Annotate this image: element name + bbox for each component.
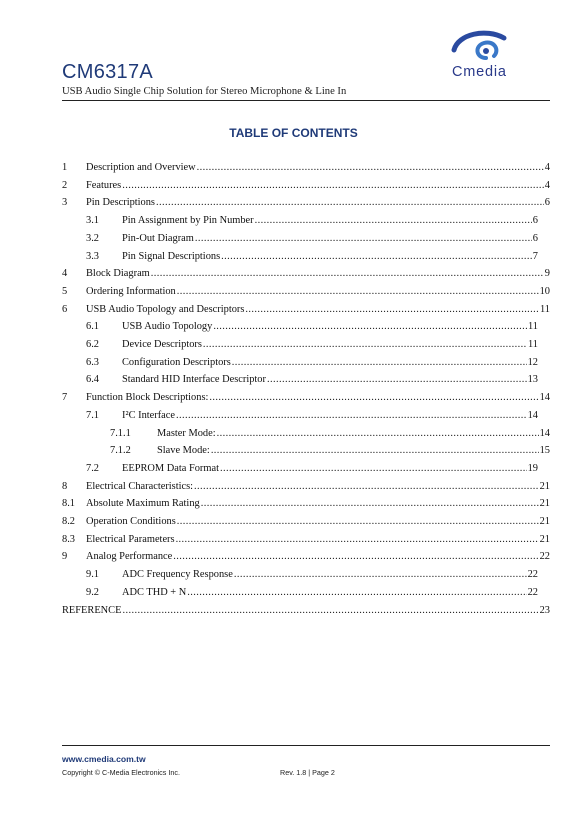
toc-leader-dots	[173, 550, 538, 564]
toc-leader-dots	[122, 604, 538, 618]
toc-entry-number: 6.3	[86, 356, 99, 368]
toc-entry-title: ADC THD + N	[122, 586, 187, 598]
toc-entry[interactable]	[86, 373, 538, 387]
toc-entry-page: 6	[544, 197, 550, 209]
toc-leader-dots	[221, 250, 532, 264]
toc-entry-number: 6.2	[86, 339, 99, 350]
toc-entry-page: 22	[527, 586, 538, 598]
toc-leader-dots	[245, 303, 539, 317]
toc-entry-page: 6	[532, 215, 538, 227]
toc-entry-number: 7.1	[86, 409, 99, 421]
toc-entry-number: 9.2	[86, 586, 99, 598]
toc-entry[interactable]	[62, 497, 550, 511]
toc-entry-number: 5	[62, 285, 68, 297]
toc-leader-dots	[194, 480, 539, 494]
toc-entry-title: Absolute Maximum Rating	[86, 498, 200, 510]
toc-entry-title: Function Block Descriptions:	[86, 392, 209, 404]
footer-divider	[62, 745, 550, 746]
toc-entry[interactable]	[62, 480, 550, 494]
toc-entry-page: 21	[539, 498, 550, 510]
toc-entry-page: 4	[544, 179, 550, 191]
toc-entry[interactable]	[110, 427, 550, 441]
toc-leader-dots	[234, 568, 527, 582]
toc-entry-page: 14	[539, 392, 550, 404]
toc-entry-page: 15	[539, 445, 550, 457]
toc-entry-number: 6.4	[86, 374, 99, 386]
toc-leader-dots	[151, 267, 544, 281]
toc-entry[interactable]	[86, 409, 538, 423]
toc-entry-number: 7.2	[86, 462, 99, 474]
header-divider	[62, 100, 550, 101]
toc-leader-dots	[187, 586, 526, 600]
toc-entry-title: Electrical Characteristics:	[86, 480, 194, 492]
toc-entry-page: 22	[539, 551, 550, 563]
footer-url-link[interactable]: www.cmedia.com.tw	[62, 754, 146, 764]
toc-entry-title: REFERENCE	[62, 604, 122, 616]
toc-entry[interactable]	[62, 267, 550, 281]
document-title: CM6317A	[62, 61, 154, 83]
toc-entry-title: USB Audio Topology	[122, 321, 213, 333]
toc-leader-dots	[197, 161, 544, 175]
toc-entry-title: Electrical Parameters	[86, 533, 175, 545]
toc-entry-number: 3.2	[86, 232, 99, 244]
toc-entry[interactable]	[62, 161, 550, 175]
toc-entry[interactable]	[62, 550, 550, 564]
toc-entry-title: Device Descriptors	[122, 339, 202, 350]
toc-entry-title: Slave Mode:	[157, 445, 210, 457]
toc-leader-dots	[220, 462, 527, 476]
toc-entry-page: 21	[539, 533, 550, 545]
toc-entry-number: 9.1	[86, 569, 99, 581]
toc-entry-page: 11	[539, 303, 550, 315]
toc-leader-dots	[209, 391, 538, 405]
toc-entry-title: I²C Interface	[122, 409, 176, 421]
toc-entry[interactable]	[86, 568, 538, 582]
toc-leader-dots	[255, 214, 532, 228]
toc-entry-page: 21	[539, 480, 550, 492]
toc-entry-page: 13	[527, 374, 538, 386]
toc-leader-dots	[156, 196, 544, 210]
toc-entry-page: 6	[532, 232, 538, 244]
toc-entry-page: 11	[527, 339, 538, 350]
toc-entry-page: 9	[544, 268, 550, 280]
toc-entry-page: 14	[539, 427, 550, 439]
toc-entry-number: 6.1	[86, 321, 99, 333]
toc-entry[interactable]	[110, 444, 550, 458]
toc-entry-page: 7	[532, 250, 538, 262]
toc-leader-dots	[177, 515, 539, 529]
toc-entry-number: 8	[62, 480, 68, 492]
toc-leader-dots	[217, 427, 539, 441]
toc-entry-title: Standard HID Interface Descriptor	[122, 374, 266, 386]
toc-entry-title: Master Mode:	[157, 427, 216, 439]
toc-leader-dots	[203, 338, 527, 352]
toc-heading: TABLE OF CONTENTS	[229, 126, 358, 140]
toc-entry-number: 7.1.2	[110, 445, 131, 457]
toc-entry[interactable]	[86, 320, 538, 334]
footer-revision: Rev. 1.8 | Page 2	[280, 768, 335, 777]
toc-leader-dots	[176, 409, 527, 423]
footer-copyright: Copyright © C-Media Electronics Inc.	[62, 768, 180, 777]
toc-entry-number: 8.3	[62, 533, 75, 545]
toc-entry-page: 11	[527, 321, 538, 333]
toc-entry-title: Configuration Descriptors	[122, 356, 231, 368]
toc-leader-dots	[211, 444, 539, 458]
toc-entry-number: 6	[62, 303, 68, 315]
toc-leader-dots	[232, 356, 527, 370]
toc-entry-title: Pin Descriptions	[86, 197, 155, 209]
toc-entry-number: 2	[62, 179, 68, 191]
toc-entry[interactable]	[62, 604, 550, 618]
logo-wordmark: Cmedia	[452, 64, 507, 80]
toc-leader-dots	[267, 373, 527, 387]
toc-entry-title: Features	[86, 179, 122, 191]
toc-entry-number: 3.1	[86, 215, 99, 227]
toc-leader-dots	[201, 497, 539, 511]
toc-entry[interactable]	[86, 462, 538, 476]
toc-entry-number: 8.2	[62, 516, 75, 527]
toc-entry[interactable]	[62, 391, 550, 405]
toc-entry-title: ADC Frequency Response	[122, 569, 233, 581]
toc-entry-page: 14	[527, 409, 538, 421]
toc-entry-number: 3	[62, 197, 68, 209]
toc-entry[interactable]	[62, 285, 550, 299]
toc-entry-number: 4	[62, 268, 68, 280]
toc-entry-title: Ordering Information	[86, 285, 176, 297]
toc-leader-dots	[213, 320, 527, 334]
toc-entry[interactable]	[86, 232, 538, 246]
toc-entry-page: 4	[544, 162, 550, 173]
toc-entry-title: Analog Performance	[86, 551, 173, 563]
toc-entry[interactable]	[86, 214, 538, 228]
toc-entry-page: 23	[539, 604, 550, 616]
toc-entry-title: Operation Conditions	[86, 516, 176, 527]
toc-entry-title: EEPROM Data Format	[122, 462, 219, 474]
toc-entry-title: USB Audio Topology and Descriptors	[86, 303, 245, 315]
toc-entry-number: 8.1	[62, 498, 75, 510]
toc-leader-dots	[176, 533, 539, 547]
document-subtitle: USB Audio Single Chip Solution for Stereo Microphone & Line In	[62, 86, 347, 97]
toc-entry-title: Block Diagram	[86, 268, 150, 280]
toc-entry-page: 22	[527, 569, 538, 581]
toc-entry[interactable]	[86, 586, 538, 600]
toc-entry[interactable]	[86, 250, 538, 264]
toc-entry-number: 1	[62, 162, 68, 173]
toc-entry-number: 9	[62, 551, 68, 563]
toc-entry[interactable]	[62, 196, 550, 210]
toc-entry-number: 3.3	[86, 250, 99, 262]
toc-entry-page: 12	[527, 356, 538, 368]
toc-entry-title: Pin Signal Descriptions	[122, 250, 221, 262]
toc-leader-dots	[195, 232, 532, 246]
toc-leader-dots	[177, 285, 539, 299]
toc-entry-page: 19	[527, 462, 538, 474]
toc-entry[interactable]	[86, 338, 538, 352]
toc-entry-title: Description and Overview	[86, 162, 196, 173]
toc-entry[interactable]	[62, 533, 550, 547]
toc-entry[interactable]	[62, 515, 550, 529]
toc-entry[interactable]	[86, 356, 538, 370]
toc-entry-title: Pin Assignment by Pin Number	[122, 215, 254, 227]
toc-entry[interactable]	[62, 303, 550, 317]
toc-leader-dots	[122, 179, 544, 193]
toc-entry-title: Pin-Out Diagram	[122, 232, 194, 244]
toc-entry-number: 7.1.1	[110, 427, 131, 439]
toc-entry-page: 10	[539, 285, 550, 297]
toc-entry[interactable]	[62, 179, 550, 193]
toc-entry-number: 7	[62, 392, 68, 404]
toc-entry-page: 21	[539, 516, 550, 527]
